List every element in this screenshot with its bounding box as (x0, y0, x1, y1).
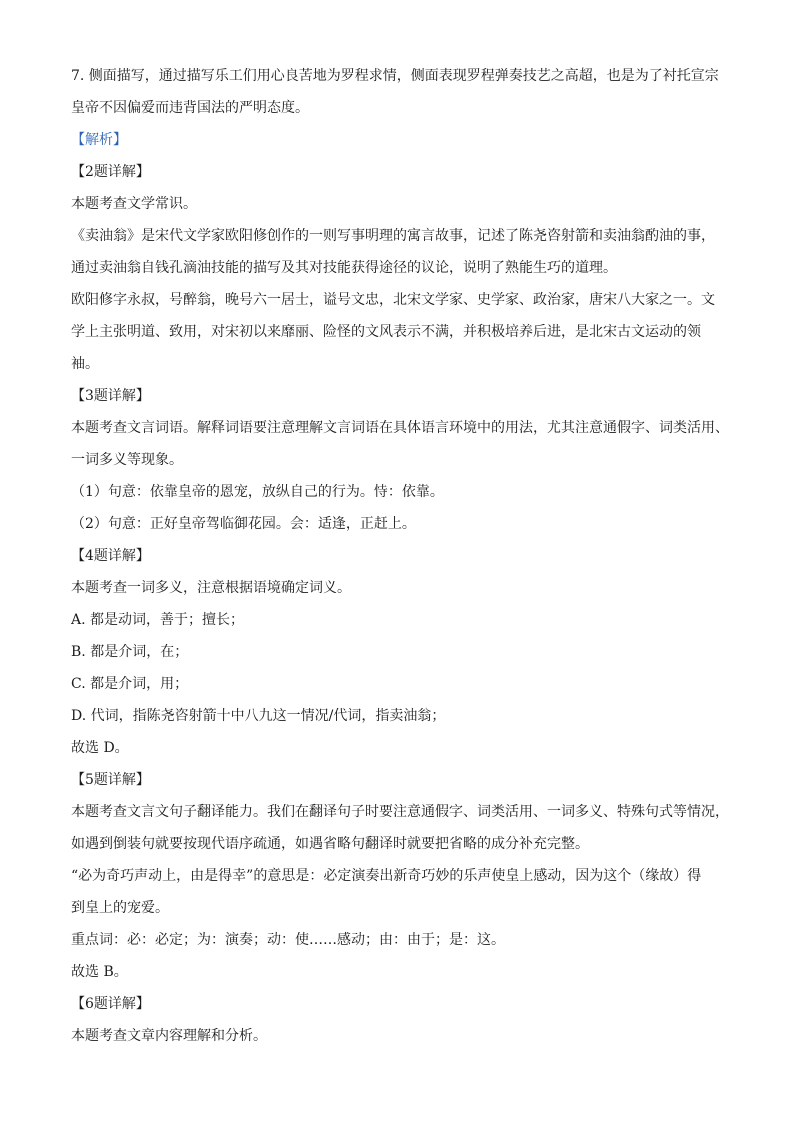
question-5-line-3: “必为奇巧声动上，由是得幸”的意思是：必定演奏出新奇巧妙的乐声使皇上感动，因为这个（缘故）得 (71, 868, 702, 884)
question-2-line-3: 通过卖油翁自钱孔滴油技能的描写及其对技能获得途径的议论，说明了熟能生巧的道理。 (71, 260, 617, 276)
analysis-label: 【解析】 (71, 132, 127, 148)
question-3-line-3: （1）句意：依靠皇帝的恩宠，放纵自己的行为。恃：依靠。 (71, 484, 444, 500)
question-3-line-2: 一词多义等现象。 (71, 452, 183, 468)
question-3-heading: 【3题详解】 (71, 388, 150, 404)
question-2-line-1: 本题考查文学常识。 (71, 196, 197, 212)
question-5-line-5: 重点词：必：必定；为：演奏；动：使……感动；由：由于；是：这。 (71, 932, 505, 948)
question-4-option-b: B. 都是介词，在； (71, 644, 189, 660)
question-4-answer: 故选 D。 (71, 740, 129, 756)
question-2-heading: 【2题详解】 (71, 164, 150, 180)
question-4-line-1: 本题考查一词多义，注意根据语境确定词义。 (71, 580, 351, 596)
question-6-heading: 【6题详解】 (71, 996, 150, 1012)
question-6-line-1: 本题考查文章内容理解和分析。 (71, 1028, 267, 1044)
question-2-line-4: 欧阳修字永叔，号醉翁，晚号六一居士，谥号文忠，北宋文学家、史学家、政治家，唐宋八大家之一。文 (71, 292, 715, 308)
question-5-line-4: 到皇上的宠爱。 (71, 900, 169, 916)
question-5-line-2: 如遇到倒装句就要按现代语序疏通，如遇省略句翻译时就要把省略的成分补充完整。 (71, 836, 589, 852)
question-3-line-1: 本题考查文言词语。解释词语要注意理解文言词语在具体语言环境中的用法，尤其注意通假字、词类活用、 (71, 420, 729, 436)
question-2-line-5: 学上主张明道、致用，对宋初以来靡丽、险怪的文风表示不满，并积极培养后进，是北宋古文运动的领 (71, 324, 701, 340)
question-4-option-d: D. 代词，指陈尧咨射箭十中八九这一情况/代词，指卖油翁； (71, 708, 446, 724)
question-4-option-c: C. 都是介词，用； (71, 676, 189, 692)
question-4-option-a: A. 都是动词，善于；擅长； (71, 612, 245, 628)
question-2-line-6: 袖。 (71, 356, 99, 372)
question-5-answer: 故选 B。 (71, 964, 128, 980)
question-3-line-4: （2）句意：正好皇帝驾临御花园。会：适逢，正赶上。 (71, 516, 416, 532)
question-5-heading: 【5题详解】 (71, 772, 150, 788)
question-5-line-1: 本题考查文言文句子翻译能力。我们在翻译句子时要注意通假字、词类活用、一词多义、特殊句式等情况， (71, 804, 729, 820)
answer-7-line-1: 7. 侧面描写，通过描写乐工们用心良苦地为罗程求情，侧面表现罗程弹奏技艺之高超，也是为了衬托宣宗 (71, 68, 719, 84)
question-4-heading: 【4题详解】 (71, 548, 150, 564)
document-page (71, 60, 733, 1052)
question-2-line-2: 《卖油翁》是宋代文学家欧阳修创作的一则写事明理的寓言故事，记述了陈尧咨射箭和卖油翁酌油的事， (71, 228, 715, 244)
answer-7-line-2: 皇帝不因偏爱而违背国法的严明态度。 (71, 100, 309, 116)
